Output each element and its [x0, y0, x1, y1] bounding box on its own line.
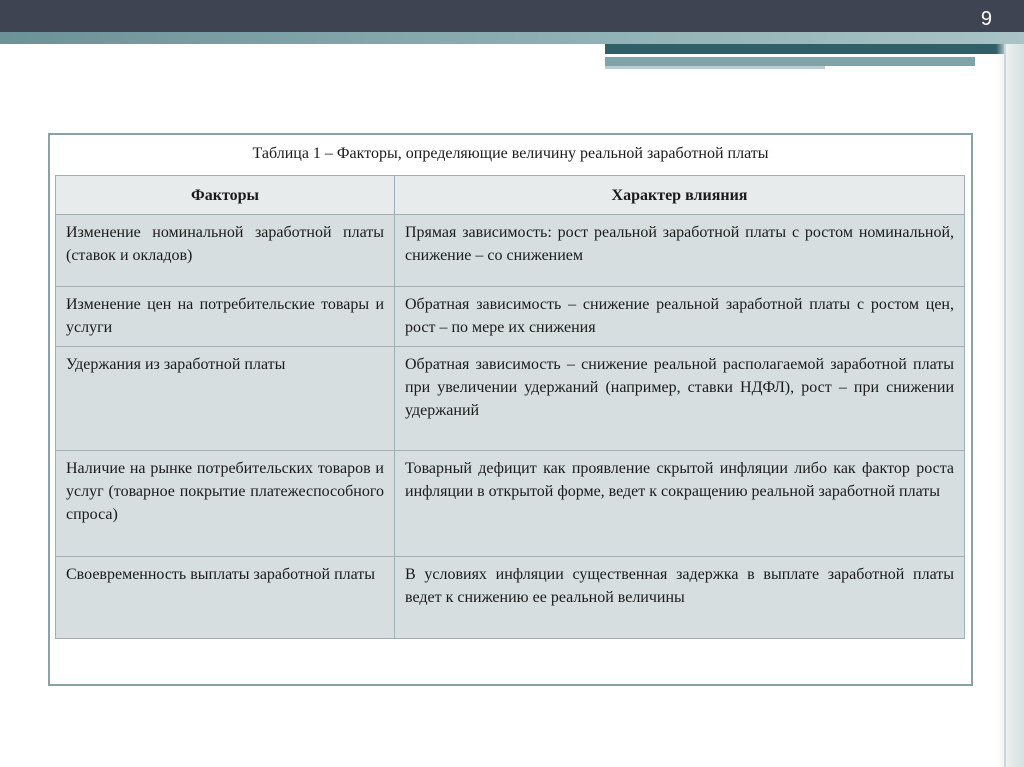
impact-cell: Товарный дефицит как проявление скрытой инфляции либо как фактор роста инфляции в открытой форме, ведет к сокращению реальной заработной платы [395, 451, 965, 557]
table-row [56, 451, 965, 557]
factor-cell: Наличие на рынке потребительских товаров и услуг (товарное покрытие платежеспособного спроса) [56, 451, 395, 557]
header-stripe [0, 32, 1024, 44]
content-frame [48, 133, 973, 686]
header-accent-stripe [605, 44, 1005, 54]
factor-cell: Изменение цен на потребительские товары и услуги [56, 287, 395, 347]
factor-cell: Удержания из заработной платы [56, 347, 395, 451]
table-row [56, 215, 965, 287]
impact-cell: Обратная зависимость – снижение реальной располагаемой заработной платы при увеличении удержаний (например, ставки НДФЛ), рост – при снижении удержаний [395, 347, 965, 451]
table-row [56, 557, 965, 639]
impact-cell: Прямая зависимость: рост реальной заработной платы с ростом номинальной, снижение – со снижением [395, 215, 965, 287]
header-accent-stripe-light [605, 57, 975, 66]
table-header-row [56, 176, 965, 215]
slide-number: 9 [980, 8, 992, 30]
header-factors: Факторы [56, 176, 395, 215]
header-bar [0, 0, 1024, 32]
table-caption: Таблица 1 – Факторы, определяющие величину реальной заработной платы [252, 145, 769, 162]
page-edge-shadow [996, 44, 1024, 767]
header-impact: Характер влияния [395, 176, 965, 215]
factors-table [55, 175, 965, 639]
header-accent-stripe-thin [605, 66, 825, 69]
page-edge-line [1004, 44, 1006, 767]
factor-cell: Изменение номинальной заработной платы (ставок и окладов) [56, 215, 395, 287]
table-row [56, 347, 965, 451]
factor-cell: Своевременность выплаты заработной платы [56, 557, 395, 639]
impact-cell: Обратная зависимость – снижение реальной заработной платы с ростом цен, рост – по мере их снижения [395, 287, 965, 347]
impact-cell: В условиях инфляции существенная задержка в выплате заработной платы ведет к снижению ее реальной величины [395, 557, 965, 639]
table-row [56, 287, 965, 347]
